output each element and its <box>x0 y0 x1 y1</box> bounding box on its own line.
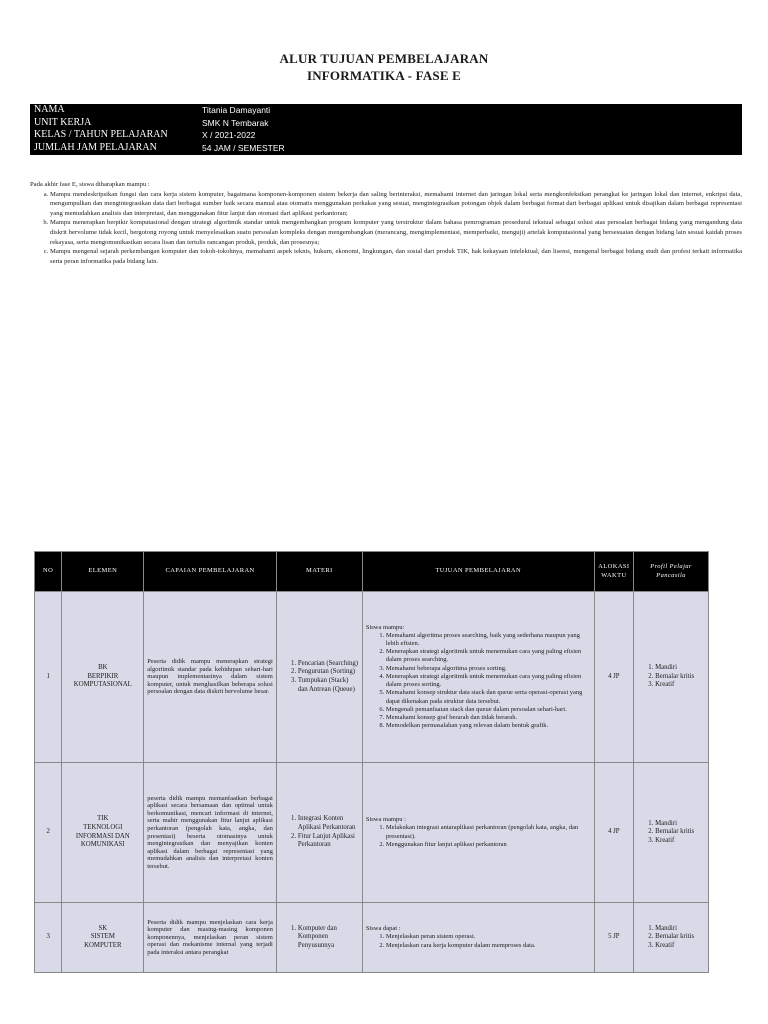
title-line-2: INFORMATIKA - FASE E <box>306 68 462 83</box>
row-no: 3 <box>35 903 62 973</box>
title-line-1: ALUR TUJUAN PEMBELAJARAN <box>279 51 489 66</box>
row-materi <box>276 763 362 903</box>
row-profil <box>634 763 709 903</box>
col-capaian: CAPAIAN PEMBELAJARAN <box>144 552 277 592</box>
intro-item: c. Mampu mengenal sejarah perkembangan komputer dan tokoh-tokohnya, memahami aspek teknis, hukum, ekonomi, lingkungan, dan sosial dari produk TIK, hak kekayaan intelektual, dan lisensi, mengenal berbagai bidang studi dan profesi terkait informatika serta peran informatika pada bidang lain. <box>50 247 742 266</box>
tujuan-item: 4. Menerapkan strategi algoritmik untuk menemukan cara yang paling efisien dalam proses sorting. <box>386 673 591 689</box>
profil-item: 1. Mandiri <box>655 820 705 829</box>
identity-value: X / 2021-2022 <box>202 130 256 140</box>
elemen-code: SK <box>98 924 108 932</box>
elemen-name: SISTEM <box>90 933 115 941</box>
elemen-name: INFORMASI DAN KOMUNIKASI <box>75 832 130 849</box>
tujuan-item: 1. Memahami algoritma proses searching, baik yang sederhana maupun yang lebih efisien. <box>386 632 591 648</box>
materi-list <box>280 660 359 694</box>
elemen-name: KOMPUTER <box>84 941 122 949</box>
col-alokasi-line-1: ALOKASI <box>598 562 630 570</box>
col-tujuan: TUJUAN PEMBELAJARAN <box>362 552 594 592</box>
row-no: 1 <box>35 592 62 763</box>
tujuan-item: 1. Melakukan integrasi antaraplikasi perkantoran (pengolah kata, angka, dan presentasi). <box>386 824 591 840</box>
profil-item: 1. Mandiri <box>655 925 705 934</box>
tujuan-item: 2. Menerapkan strategi algoritmik untuk menemukan cara yang paling efisien dalam proses searching. <box>386 648 591 664</box>
materi-item: 2. Fitur Lanjut Aplikasi Perkantoran <box>298 833 359 850</box>
row-alokasi: 5 JP <box>594 903 633 973</box>
profil-item: 3. Kreatif <box>655 837 705 846</box>
profil-item: 2. Bernalar kritis <box>655 933 705 942</box>
tujuan-list <box>366 824 591 849</box>
col-no: NO <box>35 552 62 592</box>
col-alokasi <box>594 552 633 592</box>
materi-list <box>280 815 359 849</box>
identity-label: JUMLAH JAM PELAJARAN <box>34 141 157 153</box>
table-row <box>35 592 709 763</box>
materi-item: 1. Komputer dan Komponen Penyusunnya <box>298 925 359 951</box>
table-header-row <box>35 552 709 592</box>
identity-row <box>30 129 742 142</box>
identity-row <box>30 142 742 155</box>
elemen-name: BERPIKIR <box>87 672 119 680</box>
row-alokasi: 4 JP <box>594 592 633 763</box>
materi-item: 2. Pengurutan (Sorting) <box>298 668 359 677</box>
row-elemen <box>62 592 144 763</box>
row-materi <box>276 592 362 763</box>
row-no: 2 <box>35 763 62 903</box>
tujuan-list <box>366 933 591 949</box>
col-materi: MATERI <box>276 552 362 592</box>
col-profil <box>634 552 709 592</box>
intro-list <box>30 190 742 267</box>
identity-value: Titania Damayanti <box>202 105 271 115</box>
row-elemen <box>62 763 144 903</box>
identity-value: 54 JAM / SEMESTER <box>202 142 285 153</box>
row-profil <box>634 592 709 763</box>
table-row <box>35 903 709 973</box>
row-tujuan <box>362 903 594 973</box>
identity-block <box>30 104 742 155</box>
row-capaian: Peserta didik mampu menerapkan strategi algoritmik standar pada kehidupan sehari-hari maupun implementasinya dalam sistem komputer, untuk menghasilkan beberapa solusi persoalan dengan data diskrit bervolume besar. <box>144 592 277 763</box>
profil-list <box>637 820 705 846</box>
tujuan-item: 7. Memahami konsep graf berarah dan tidak berarah. <box>386 714 591 722</box>
identity-row <box>30 104 742 117</box>
row-profil <box>634 903 709 973</box>
profil-list <box>637 664 705 690</box>
tujuan-item: 8. Memodelkan permasalahan yang relevan dalam bentuk grafik. <box>386 722 591 730</box>
tujuan-item: 6. Mengenali pemanfaatan stack dan queue dalam persoalan sehari-hari. <box>386 706 591 714</box>
tujuan-item: 2. Menjelaskan cara kerja komputer dalam memproses data. <box>386 942 591 950</box>
tujuan-item: 3. Memahami beberapa algoritma proses sorting. <box>386 665 591 673</box>
identity-label: UNIT KERJA <box>34 116 92 128</box>
row-capaian: peserta didik mampu memanfaatkan berbagai aplikasi secara bersamaan dan optimal untuk berkomunikasi, mencari informasi di internet, serta mahir menggunakan fitur lanjut aplikasi perkantoran (pengolah kata, angka, dan presentasi) beserta otomasinya untuk mengintegrasikan dan menyajikan konten aplikasi dalam berbagai representasi yang memudahkan analisis dan interpretasi konten tersebut. <box>144 763 277 903</box>
intro-lead: Pada akhir fase E, siswa diharapkan mampu : <box>30 181 150 188</box>
materi-item: 1. Pencarian (Searching) <box>298 660 359 669</box>
learning-objectives-table <box>34 551 709 973</box>
row-elemen <box>62 903 144 973</box>
profil-item: 1. Mandiri <box>655 664 705 673</box>
profil-item: 2. Bernalar kritis <box>655 828 705 837</box>
tujuan-lead: Siswa dapat : <box>365 925 401 933</box>
document-title <box>0 50 768 84</box>
elemen-name: KOMPUTASIONAL <box>73 681 132 689</box>
col-elemen: ELEMEN <box>62 552 144 592</box>
tujuan-lead: Siswa mampu: <box>365 623 405 631</box>
identity-value: SMK N Tembarak <box>202 117 269 128</box>
tujuan-item: 1. Menjelaskan peran sistem operasi. <box>386 933 591 941</box>
profil-item: 3. Kreatif <box>655 681 705 690</box>
row-capaian: Peserta didik mampu menjelaskan cara kerja komputer dan masing-masing komponen komponennya, menjelaskan peran sistem operasi dan mekanisme internal yang terjadi pada interaksi antara perangkat <box>144 903 277 973</box>
profil-item: 2. Bernalar kritis <box>655 673 705 682</box>
row-tujuan <box>362 763 594 903</box>
materi-item: 3. Tumpukan (Stack) dan Antrean (Queue) <box>298 677 359 694</box>
intro-item: a. Mampu mendeskripsikan fungsi dan cara kerja sistem komputer, bagaimana komponen-komponen sistem bekerja dan saling berinteraksi, memahami internet dan jaringan lokal serta mengkonfeksikan perangkat ke jaringan lokal dan internet, enkripsi data, mengumpulkan dan mengintegrasikan data dari berbagai sumber baik secara manual atau otomatis menggunakan perkakas yang sesuai, mengintegrasikan potongan objek dalam berbagai format dari berbagai aplikasi untuk disajikan dalam berbagai representasi yang memudahkan analisis dan interpretasi, dan menggunakan fitur lanjut dan otomasi dari aplikasi perkantoran; <box>50 190 742 219</box>
materi-list <box>280 925 359 951</box>
identity-label: NAMA <box>34 104 65 115</box>
row-alokasi: 4 JP <box>594 763 633 903</box>
tujuan-item: 2. Menggunakan fitur lanjut aplikasi perkantoran <box>386 841 591 849</box>
elemen-name: TEKNOLOGI <box>83 823 123 831</box>
learning-outcome-intro <box>30 180 742 266</box>
materi-item: 1. Integrasi Konten Aplikasi Perkantoran <box>298 815 359 832</box>
profil-item: 3. Kreatif <box>655 942 705 951</box>
col-profil-line-1: Profil Pelajar <box>650 562 692 570</box>
row-materi <box>276 903 362 973</box>
table-row <box>35 763 709 903</box>
tujuan-lead: Siswa mampu : <box>365 816 406 824</box>
profil-list <box>637 925 705 951</box>
tujuan-list <box>366 632 591 730</box>
elemen-code: BK <box>98 664 108 672</box>
identity-row <box>30 117 742 130</box>
col-profil-line-2: Pancasila <box>656 571 686 579</box>
row-tujuan <box>362 592 594 763</box>
identity-label: KELAS / TAHUN PELAJARAN <box>34 129 168 140</box>
col-alokasi-line-2: WAKTU <box>601 571 627 579</box>
elemen-code: TIK <box>97 815 109 823</box>
intro-item: b. Mampu menerapkan berpikir komputasional dengan strategi algoritmik standar untuk mengembangkan program komputer yang terstruktur dalam bahasa pemrograman prosedural tekstual sebagai solusi atas persoalan berbagai bidang yang mengandung data diskrit bervolume tidak kecil, bergotong royong untuk menyelesaikan suatu persoalan kompleks dengan mengembangkan (merancang, mengimplementasi, memperbaiki, menguji) artefak komputasional yang bersesuaian dengan bidang lain sesuai kaidah proses rekayasa, serta mengomunikasikan secara lisan dan tertulis rancangan produk, produk, dan prosesnya; <box>50 218 742 247</box>
tujuan-item: 5. Memahami konsep struktur data stack dan queue serta operasi-operasi yang dapat dikenakan pada struktur data tersebut. <box>386 689 591 705</box>
